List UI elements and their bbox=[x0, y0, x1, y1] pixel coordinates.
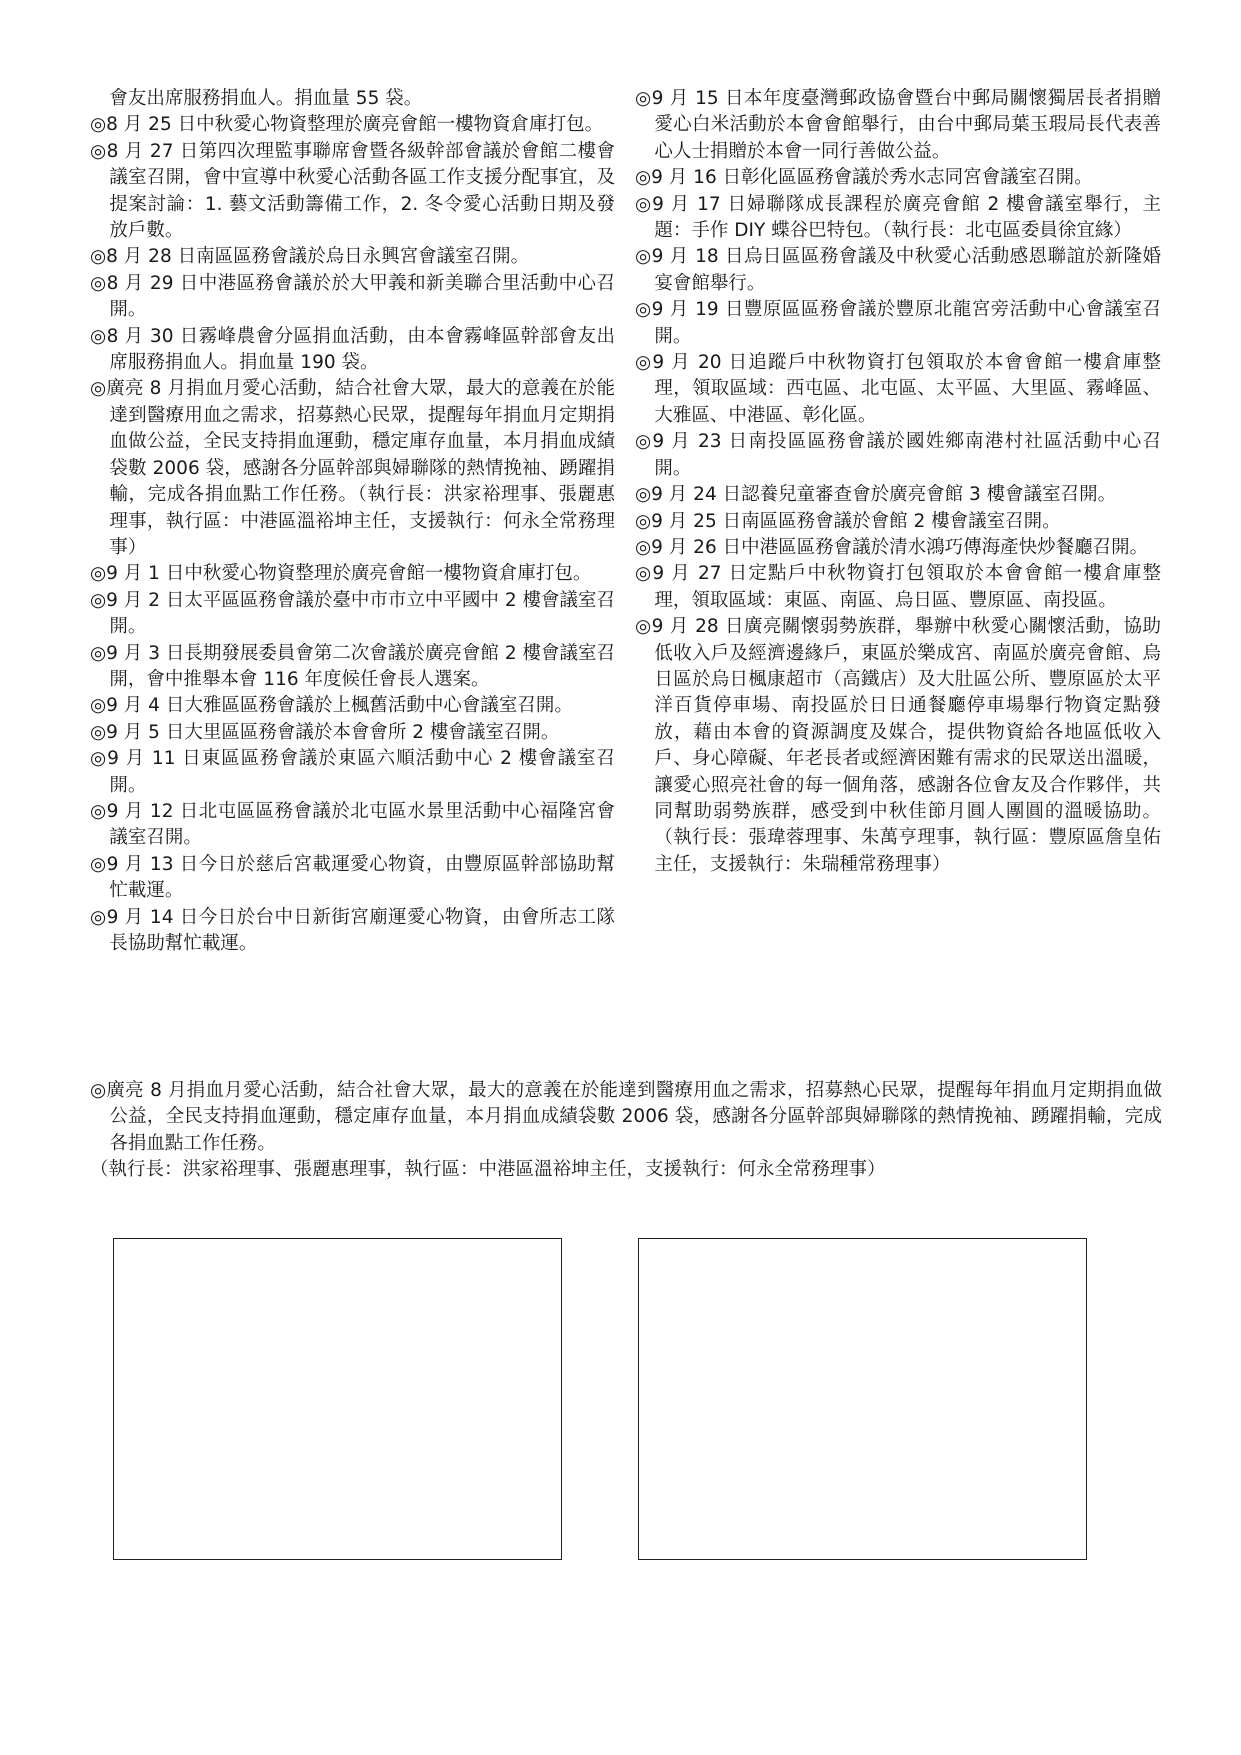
entry-0927: ◎9 月 27 日定點戶中秋物資打包領取於本會會館一樓倉庫整理，領取區域：東區、南區、烏日區、豐原區、南投區。 bbox=[635, 563, 1161, 611]
entry-0913: ◎9 月 13 日今日於慈后宮載運愛心物資，由豐原區幹部協助幫忙載運。 bbox=[90, 853, 615, 902]
entry-0829: ◎8 月 29 日中港區務會議於於大甲義和新美聯合里活動中心召開。 bbox=[90, 272, 615, 321]
entry-blood-drive: ◎廣亮 8 月捐血月愛心活動，結合社會大眾，最大的意義在於能達到醫療用血之需求，招募熱心民眾，提醒每年捐血月定期捐血做公益，全民支持捐血運動，穩定庫存血量，本月捐血成績袋數 2006 袋，感謝各分區幹部與婦聯隊的熱情挽袖、踴躍捐輸，完成各捐血點工作任務。（執行長：洪家裕理事、張麗惠理事，執行區：中港區溫裕坤主任，支援執行：何永全常務理事） bbox=[90, 378, 615, 558]
entry-0925: ◎9 月 25 日南區區務會議於會館 2 樓會議室召開。 bbox=[635, 510, 1061, 532]
entry-0904: ◎9 月 4 日大雅區區務會議於上楓舊活動中心會議室召開。 bbox=[90, 695, 573, 717]
summary-text: ◎廣亮 8 月捐血月愛心活動，結合社會大眾，最大的意義在於能達到醫療用血之需求，招募熱心民眾，提醒每年捐血月定期捐血做公益，全民支持捐血運動，穩定庫存血量，本月捐血成績袋數 2006 袋，感謝各分區幹部與婦聯隊的熱情挽袖、踴躍捐輸，完成各捐血點工作任務。 bbox=[90, 1080, 1162, 1154]
entry-0926: ◎9 月 26 日中港區區務會議於清水鴻巧傳海產快炒餐廳召開。 bbox=[635, 536, 1149, 558]
entry-0920: ◎9 月 20 日追蹤戶中秋物資打包領取於本會會館一樓倉庫整理，領取區域：西屯區、北屯區、太平區、大里區、霧峰區、大雅區、中港區、彰化區。 bbox=[635, 352, 1161, 426]
blood-drive-summary bbox=[90, 1078, 1162, 1184]
entry-0919: ◎9 月 19 日豐原區區務會議於豐原北龍宮旁活動中心會議室召開。 bbox=[635, 299, 1161, 347]
entry-0924: ◎9 月 24 日認養兒童審查會於廣亮會館 3 樓會議室召開。 bbox=[635, 484, 1117, 506]
right-column bbox=[635, 86, 1161, 878]
summary-credits: （執行長：洪家裕理事、張麗惠理事，執行區：中港區溫裕坤主任，支援執行：何永全常務理事） bbox=[90, 1159, 886, 1181]
entry-0917: ◎9 月 17 日婦聯隊成長課程於廣亮會館 2 樓會議室舉行，主題：手作 DIY 蝶谷巴特包。（執行長：北屯區委員徐宜緣） bbox=[635, 193, 1161, 242]
entry-0830: ◎8 月 30 日霧峰農會分區捐血活動，由本會霧峰區幹部會友出席服務捐血人。捐血量 190 袋。 bbox=[90, 325, 615, 374]
entry-0918: ◎9 月 18 日烏日區區務會議及中秋愛心活動感恩聯誼於新隆婚宴會館舉行。 bbox=[635, 246, 1161, 294]
entry-0825: ◎8 月 25 日中秋愛心物資整理於廣亮會館一樓物資倉庫打包。 bbox=[90, 114, 604, 136]
left-column bbox=[90, 86, 615, 957]
entry-0902: ◎9 月 2 日太平區區務會議於臺中市市立中平國中 2 樓會議室召開。 bbox=[90, 589, 615, 638]
photo-frame-right bbox=[638, 1238, 1087, 1560]
entry-0916: ◎9 月 16 日彰化區區務會議於秀水志同宮會議室召開。 bbox=[635, 167, 1093, 189]
entry-0928: ◎9 月 28 日廣亮關懷弱勢族群，舉辦中秋愛心關懷活動，協助低收入戶及經濟邊緣戶，東區於樂成宮、南區於廣亮會館、烏日區於烏日楓康超市（高鐵店）及大肚區公所、豐原區於太平洋百貨停車場、南投區於日日通餐廳停車場舉行物資定點發放，藉由本會的資源調度及媒合，提供物資給各地區低收入戶、身心障礙、年老長者或經濟困難有需求的民眾送出溫暖，讓愛心照亮社會的每一個角落，感謝各位會友及合作夥伴，共同幫助弱勢族群，感受到中秋佳節月圓人團圓的溫暖協助。（執行長：張瑋蓉理事、朱萬亨理事，執行區：豐原區詹皇佑主任，支援執行：朱瑞種常務理事） bbox=[635, 616, 1161, 875]
entry-0911: ◎9 月 11 日東區區務會議於東區六順活動中心 2 樓會議室召開。 bbox=[90, 748, 615, 796]
entry-0915: ◎9 月 15 日本年度臺灣郵政協會暨台中郵局關懷獨居長者捐贈愛心白米活動於本會會館舉行，由台中郵局葉玉瑕局長代表善心人士捐贈於本會一同行善做公益。 bbox=[635, 88, 1161, 162]
entry-continuation: 會友出席服務捐血人。捐血量 55 袋。 bbox=[109, 88, 423, 109]
entry-0827: ◎8 月 27 日第四次理監事聯席會暨各級幹部會議於會館二樓會議室召開，會中宣導中秋愛心活動各區工作支援分配事宜，及提案討論：1. 藝文活動籌備工作，2. 冬令愛心活動日期及發放戶數。 bbox=[90, 140, 615, 242]
entry-0828: ◎8 月 28 日南區區務會議於烏日永興宮會議室召開。 bbox=[90, 246, 530, 268]
entry-0923: ◎9 月 23 日南投區區務會議於國姓鄉南港村社區活動中心召開。 bbox=[635, 431, 1161, 479]
entry-0914: ◎9 月 14 日今日於台中日新街宮廟運愛心物資，由會所志工隊長協助幫忙載運。 bbox=[90, 906, 615, 954]
entry-0912: ◎9 月 12 日北屯區區務會議於北屯區水景里活動中心福隆宮會議室召開。 bbox=[90, 800, 615, 849]
entry-0901: ◎9 月 1 日中秋愛心物資整理於廣亮會館一樓物資倉庫打包。 bbox=[90, 563, 592, 585]
photo-frame-left bbox=[113, 1238, 562, 1560]
entry-0903: ◎9 月 3 日長期發展委員會第二次會議於廣亮會館 2 樓會議室召開，會中推舉本會 116 年度候任會長人選案。 bbox=[90, 642, 615, 690]
entry-0905: ◎9 月 5 日大里區區務會議於本會會所 2 樓會議室召開。 bbox=[90, 721, 560, 743]
